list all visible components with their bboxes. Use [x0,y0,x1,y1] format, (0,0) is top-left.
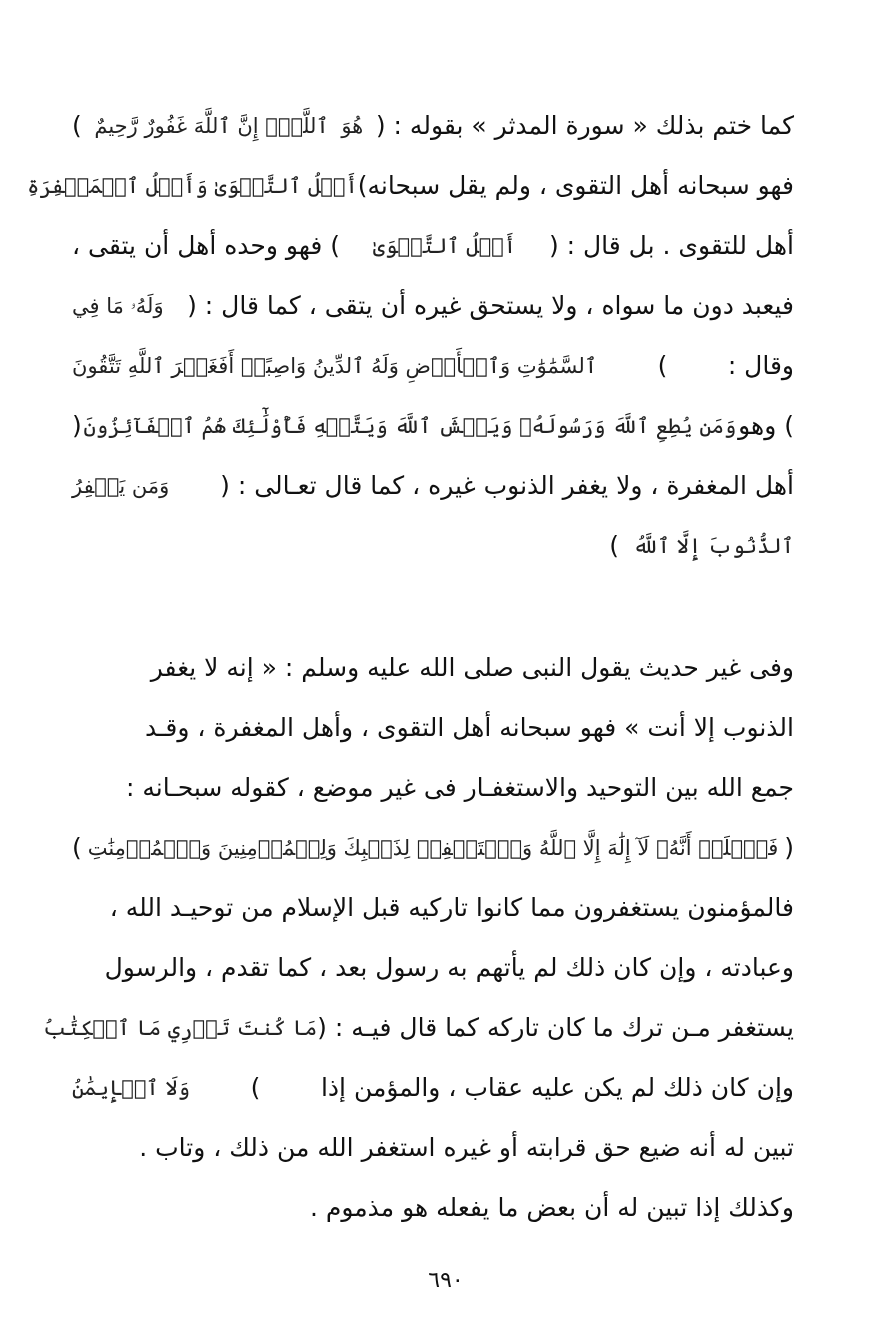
quran-verse: ٱلذُّنُوبَ إِلَّا ٱللَّهُ [632,534,794,558]
text-line [72,698,794,758]
quran-verse: وَمَن يُطِعِ ٱللَّهَ وَرَسُولَهُۥ وَيَخۡشَ ٱللَّهَ وَيَتَّقۡهِ فَأُوْلَٰٓئِكَ هُمُ ٱلۡفَآئِزُونَ [83,414,737,438]
text-line [72,1178,794,1238]
quran-verse: فَٱعۡلَمۡ أَنَّهُۥ لَآ إِلَٰهَ إِلَّا ٱللَّهُ وَٱسۡتَغۡفِرۡ لِذَنۢبِكَ وَلِلۡمُؤۡمِنِينَ وَٱلۡمُؤۡمِنَٰتِ [87,836,779,860]
bracket: ) [657,351,668,380]
text-line [72,818,794,878]
text-segment: وفى غير حديث يقول النبى صلى الله عليه وسلم : « إنه لا يغفر [150,653,794,682]
quran-verse: وَلَا ٱلۡإِيمَٰنُ [72,1076,191,1100]
bracket: ( [72,411,82,440]
text-segment: جمع الله بين التوحيد والاستغفـار فى غير موضع ، كقوله سبحـانه : [126,773,794,802]
text-segment: أهل للتقوى . بل قال : ( [548,231,794,260]
quran-verse: هُوَ [341,114,364,138]
text-segment: يستغفر مـن ترك ما كان تاركه كما قال فيـه : ( [317,1013,794,1042]
bracket: ) [609,531,619,560]
bracket: ) [72,833,82,862]
bracket: ( [784,833,794,862]
text-segment: الذنوب إلا أنت » فهو سبحانه أهل التقوى ، وأهل المغفرة ، وقـد [144,713,794,742]
quran-verse: وَمَن يَغۡفِرُ [72,474,170,498]
bracket: ) [357,171,368,200]
text-line [72,96,794,156]
text-segment: تبين له أنه ضيع حق قرابته أو غيره استغفر الله من ذلك ، وتاب . [139,1133,794,1162]
text-line [72,396,794,456]
text-line [72,456,794,516]
quran-verse: أَهۡلُ ٱلتَّقۡوَىٰ [372,234,517,258]
text-segment: ) فهو وحده أهل أن يتقى ، [72,231,340,260]
text-line [72,938,794,998]
text-line [72,276,794,336]
text-line [27,156,794,216]
text-segment: وعبادته ، وإن كان ذلك لم يأتهم به رسول بعد ، كما تقدم ، والرسول [104,953,794,982]
text-segment: وقال : [727,351,794,380]
quran-verse: أَهۡلُ ٱلتَّقۡوَىٰ وَأَهۡلُ ٱلۡمَغۡفِرَةِ [27,174,358,198]
text-line [72,216,794,276]
text-segment: فيعبد دون ما سواه ، ولا يستحق غيره أن يتقى ، كما قال : ( [187,291,794,320]
text-segment: أهل المغفرة ، ولا يغفر الذنوب غيره ، كما قال تعـالى : ( [220,471,794,500]
text-line [72,758,794,818]
book-page [27,96,794,1238]
text-segment: كما ختم بذلك « سورة المدثر » بقوله : ( [375,111,794,140]
text-line [72,1058,794,1118]
quran-verse: ٱللَّهِۚ إِنَّ ٱللَّهَ غَفُورٌ رَّحِيمٌ [94,114,329,138]
page-number: ٦٩٠ [428,1268,464,1293]
quran-verse: مَا كُنتَ تَدۡرِي مَا ٱلۡكِتَٰبُ [43,1016,318,1040]
quran-verse: وَلَهُۥ مَا فِي [72,294,164,318]
quran-verse: ٱلسَّمَٰوَٰتِ وَٱلۡأَرۡضِ وَلَهُ ٱلدِّينُ وَاصِبًاۚ أَفَغَيۡرَ ٱللَّهِ تَتَّقُونَ [72,354,598,378]
bracket: ) [72,111,82,140]
text-line [43,998,794,1058]
text-line [72,1118,794,1178]
paragraph-gap [72,576,794,638]
text-segment: وكذلك إذا تبين له أن بعض ما يفعله هو مذموم . [309,1193,794,1222]
text-segment: فهو سبحانه أهل التقوى ، ولم يقل سبحانه [367,171,794,200]
text-segment: ) وهو [738,411,794,440]
text-segment: فالمؤمنون يستغفرون مما كانوا تاركيه قبل الإسلام من توحيـد الله ، [109,893,794,922]
text-line [72,336,794,396]
bracket: ) [250,1073,261,1102]
text-line [72,878,794,938]
text-line [72,516,794,576]
text-line [72,638,794,698]
text-segment: وإن كان ذلك لم يكن عليه عقاب ، والمؤمن إذا [320,1073,794,1102]
